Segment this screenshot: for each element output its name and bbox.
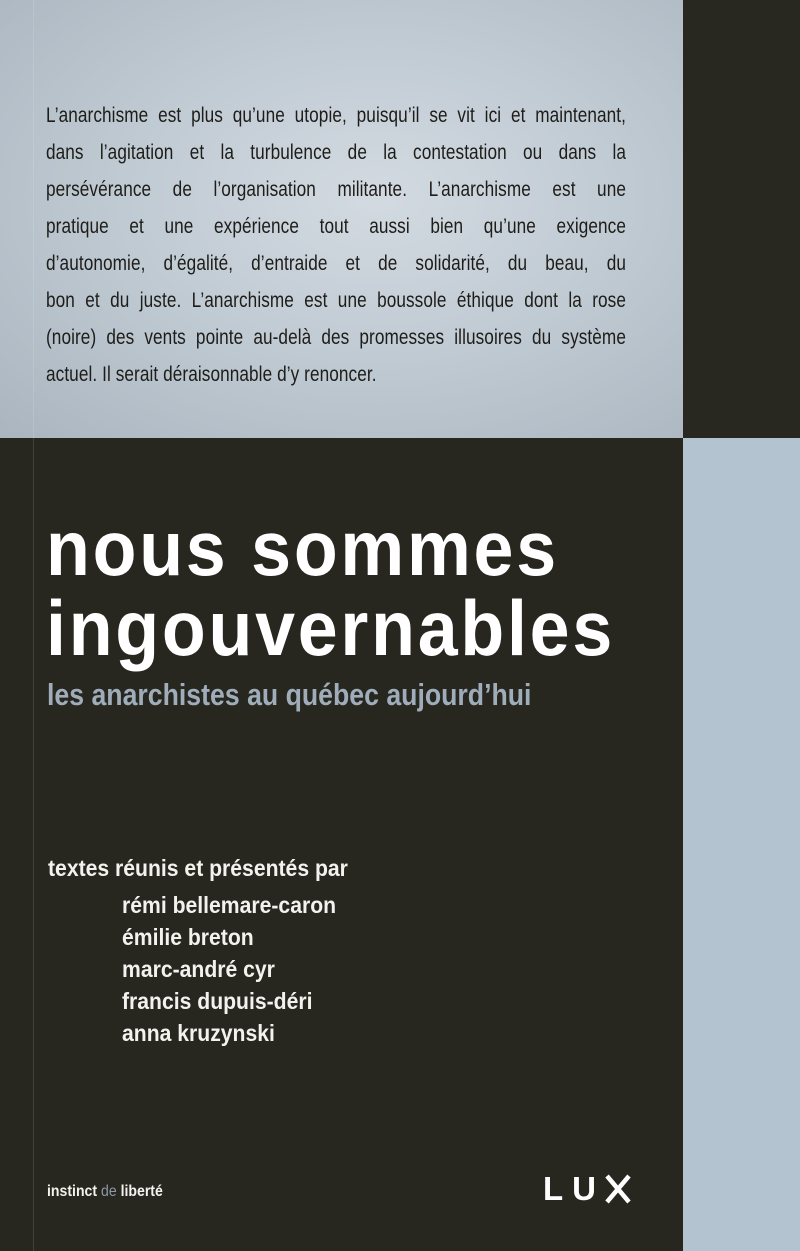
editors-list	[122, 889, 336, 1049]
blurb-line: d’autonomie, d’égalité, d’entraide et de solidarité, du beau, du	[46, 251, 626, 275]
blurb-line: pratique et une expérience tout aussi bien qu’une exigence	[46, 214, 626, 238]
dark-corner-block	[683, 0, 800, 438]
back-cover-blurb	[46, 97, 626, 393]
publisher-logo-text: LU	[543, 1170, 605, 1207]
editor-name: francis dupuis-déri	[122, 988, 313, 1014]
blurb-line: L’anarchisme est plus qu’une utopie, puisqu’il se vit ici et maintenant,	[46, 103, 626, 127]
editor-name: rémi bellemare-caron	[122, 892, 337, 918]
publisher-logo	[543, 1170, 631, 1208]
collection-word: instinct	[47, 1183, 98, 1200]
blurb-line: actuel. Il serait déraisonnable d’y renoncer.	[46, 362, 377, 386]
collection-word: liberté	[120, 1183, 163, 1200]
blurb-line: (noire) des vents pointe au-delà des promesses illusoires du système	[46, 325, 626, 349]
editor-name: émilie breton	[122, 924, 254, 950]
book-title	[46, 504, 615, 672]
collection-word: de	[100, 1183, 117, 1200]
editor-name: anna kruzynski	[122, 1020, 275, 1046]
blurb-line: persévérance de l’organisation militante. L’anarchisme est une	[46, 177, 626, 201]
collection-name	[47, 1183, 163, 1201]
editor-name: marc-andré cyr	[122, 956, 275, 982]
x-chevron-icon	[605, 1174, 631, 1204]
title-line-1: nous sommes	[46, 504, 559, 592]
blurb-line: bon et du juste. L’anarchisme est une boussole éthique dont la rose	[46, 288, 626, 312]
title-line-2: ingouvernables	[46, 584, 615, 672]
spine-crease	[33, 0, 34, 1251]
light-corner-block	[683, 438, 800, 1251]
book-subtitle: les anarchistes au québec aujourd’hui	[47, 677, 532, 712]
blurb-line: dans l’agitation et la turbulence de la contestation ou dans la	[46, 140, 626, 164]
credits-intro: textes réunis et présentés par	[48, 855, 348, 881]
